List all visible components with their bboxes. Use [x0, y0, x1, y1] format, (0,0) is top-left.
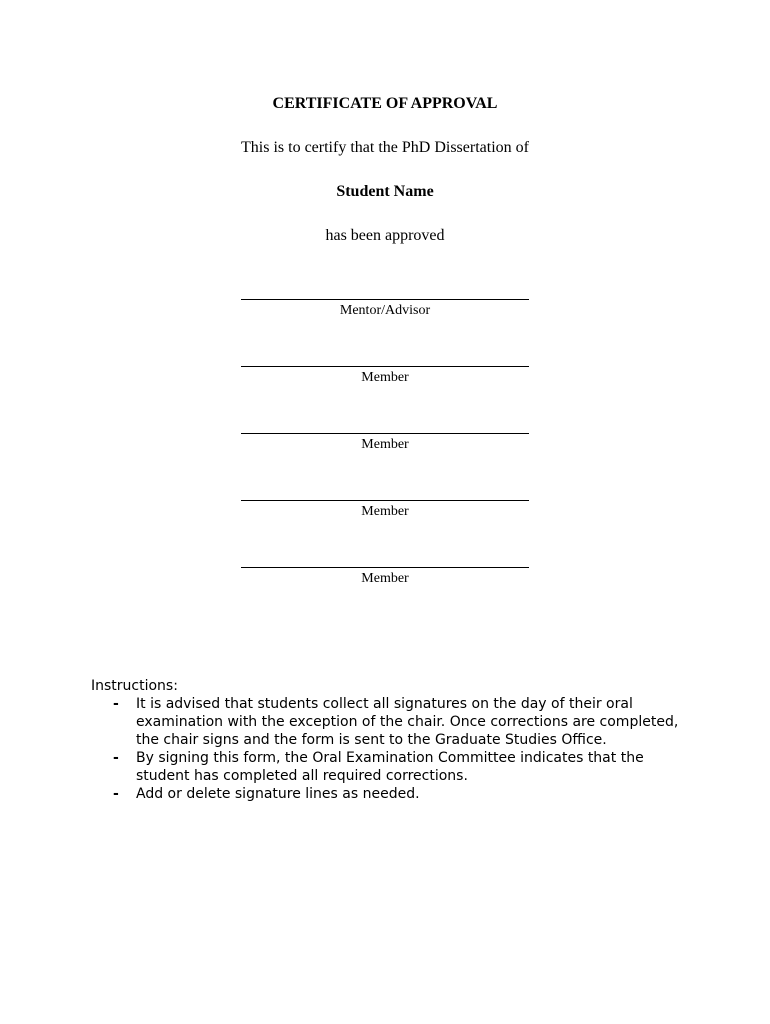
signature-label: Member	[361, 571, 409, 586]
dash-bullet: -	[113, 786, 119, 802]
list-item-text: It is advised that students collect all signatures on the day of their oral examination with the exception of the chair. Once corrections are completed, the chair signs and the form is sent to the Graduate Studies Office.	[136, 696, 679, 748]
signature-block-member-1	[241, 366, 529, 386]
list-item-text: By signing this form, the Oral Examination Committee indicates that the student has completed all required corrections.	[136, 750, 644, 784]
instructions-section	[91, 677, 691, 803]
signature-line	[241, 567, 529, 568]
certify-statement: This is to certify that the PhD Dissertation of	[241, 139, 529, 156]
certificate-title: CERTIFICATE OF APPROVAL	[272, 95, 498, 112]
list-item	[91, 695, 691, 749]
signature-block-member-4	[241, 567, 529, 587]
signature-block-member-3	[241, 500, 529, 520]
instructions-list	[91, 695, 691, 803]
signature-block-member-2	[241, 433, 529, 453]
instructions-heading: Instructions:	[91, 678, 178, 694]
signature-line	[241, 500, 529, 501]
signature-label: Member	[361, 504, 409, 519]
list-item	[91, 749, 691, 785]
signature-block-mentor	[241, 299, 529, 319]
list-item	[91, 785, 691, 803]
dash-bullet: -	[113, 750, 119, 766]
approval-statement: has been approved	[325, 227, 445, 244]
signature-label: Member	[361, 437, 409, 452]
signature-line	[241, 433, 529, 434]
student-name: Student Name	[336, 183, 434, 200]
signature-label: Mentor/Advisor	[339, 303, 431, 318]
list-item-text: Add or delete signature lines as needed.	[136, 786, 420, 802]
signature-label: Member	[361, 370, 409, 385]
signature-line	[241, 299, 529, 300]
dash-bullet: -	[113, 696, 119, 712]
signature-line	[241, 366, 529, 367]
